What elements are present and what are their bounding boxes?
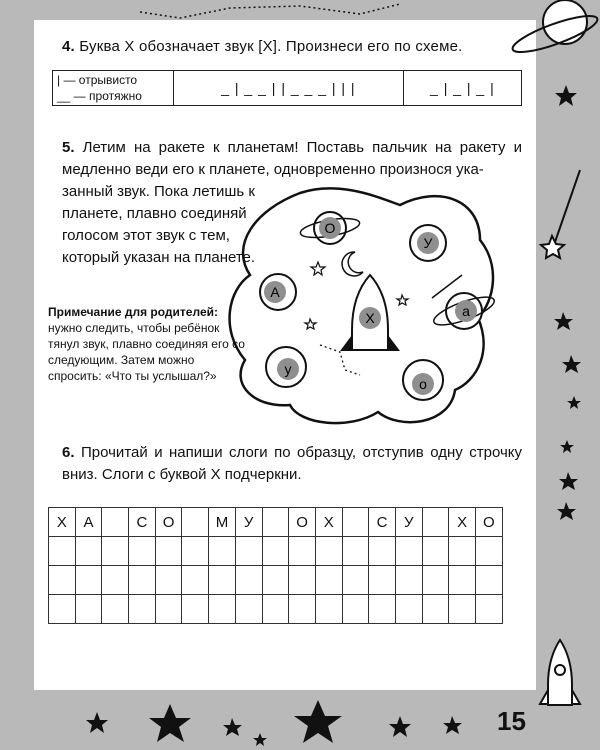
grid-cell: [476, 537, 503, 566]
grid-cell: [102, 595, 129, 624]
writing-grid: [48, 507, 503, 624]
grid-cell[interactable]: [422, 566, 449, 595]
grid-cell: [315, 595, 342, 624]
grid-cell: У: [395, 508, 422, 537]
grid-cell: [342, 595, 369, 624]
planet-letter: у: [284, 361, 292, 377]
grid-cell[interactable]: [395, 566, 422, 595]
grid-cell: [369, 537, 396, 566]
scheme-pattern-2: _ | _ | _ |: [403, 71, 521, 106]
grid-cell: [342, 537, 369, 566]
grid-row-write: [49, 566, 503, 595]
rocket-letter: Х: [365, 310, 375, 326]
grid-cell: О: [155, 508, 182, 537]
grid-cell: [235, 595, 262, 624]
parent-note-text: нужно следить, чтобы ребёнок тянул звук, плавно соединяя его со следующим. Затем можно спросить: «Что ты услышал?»: [48, 321, 245, 383]
grid-cell[interactable]: [155, 566, 182, 595]
grid-cell: [342, 508, 369, 537]
grid-cell: [129, 537, 156, 566]
grid-cell[interactable]: [342, 566, 369, 595]
grid-cell[interactable]: [369, 566, 396, 595]
grid-cell: [75, 595, 102, 624]
task-5-instruction-cont: занный звук. Пока летишь к планете, плавно соединяй голосом этот звук с тем, который указан на планете.: [62, 183, 256, 266]
grid-cell: [182, 537, 209, 566]
grid-cell: [422, 537, 449, 566]
planet-letter: О: [324, 220, 336, 236]
grid-cell: Х: [49, 508, 76, 537]
grid-cell: [395, 595, 422, 624]
scheme-pattern-1: _ | _ _ | | _ _ _ | | |: [174, 71, 404, 106]
grid-cell: [449, 537, 476, 566]
grid-cell: [262, 537, 289, 566]
grid-cell: [449, 595, 476, 624]
planet-letter: а: [462, 303, 470, 319]
grid-row-blank: [49, 595, 503, 624]
grid-cell: [49, 537, 76, 566]
grid-cell: [49, 595, 76, 624]
grid-cell: [395, 537, 422, 566]
grid-cell: [129, 595, 156, 624]
grid-cell: А: [75, 508, 102, 537]
scheme-legend: | — отрывисто __ — протяжно: [53, 71, 174, 106]
grid-cell: [315, 537, 342, 566]
grid-cell: [262, 508, 289, 537]
grid-cell: У: [235, 508, 262, 537]
planet-letter: У: [423, 235, 433, 251]
grid-cell: Х: [449, 508, 476, 537]
grid-cell: [182, 595, 209, 624]
grid-cell: С: [369, 508, 396, 537]
grid-row-blank: [49, 537, 503, 566]
grid-cell[interactable]: [209, 566, 236, 595]
parent-note: [48, 304, 248, 384]
grid-cell[interactable]: [315, 566, 342, 595]
grid-cell: Х: [315, 508, 342, 537]
grid-cell: [422, 508, 449, 537]
grid-cell: [102, 508, 129, 537]
grid-cell[interactable]: [129, 566, 156, 595]
task-6-instruction: 6. Прочитай и напиши слоги по образцу, отступив одну строчку вниз. Слоги с буквой Х подчеркни.: [62, 444, 523, 483]
planet-letter: о: [419, 376, 427, 392]
task-4-instruction: 4. Буква Х обозначает звук [Х]. Произнеси его по схеме.: [62, 38, 463, 55]
grid-cell[interactable]: [49, 566, 76, 595]
grid-cell: [289, 537, 316, 566]
task-5-instruction: 5. Летим на ракете к планетам! Поставь пальчик на ракету и медленно веди его к планете, одновременно произнося ука-: [62, 139, 522, 178]
grid-cell[interactable]: [262, 566, 289, 595]
grid-cell: [155, 537, 182, 566]
grid-cell: С: [129, 508, 156, 537]
grid-cell[interactable]: [449, 566, 476, 595]
grid-cell: [289, 595, 316, 624]
page-number: 15: [497, 706, 526, 736]
grid-cell: [369, 595, 396, 624]
grid-cell: [182, 508, 209, 537]
grid-row-sample: [49, 508, 503, 537]
grid-cell[interactable]: [476, 566, 503, 595]
grid-cell: [262, 595, 289, 624]
grid-cell: [235, 537, 262, 566]
parent-note-heading: Примечание для родителей:: [48, 305, 218, 319]
grid-cell: [422, 595, 449, 624]
grid-cell[interactable]: [235, 566, 262, 595]
grid-cell: [209, 595, 236, 624]
grid-cell[interactable]: [75, 566, 102, 595]
planet-letter: А: [270, 284, 280, 300]
grid-cell: О: [476, 508, 503, 537]
grid-cell[interactable]: [289, 566, 316, 595]
grid-cell: [155, 595, 182, 624]
grid-cell[interactable]: [182, 566, 209, 595]
grid-cell: [102, 537, 129, 566]
grid-cell: М: [209, 508, 236, 537]
grid-cell: [476, 595, 503, 624]
grid-cell[interactable]: [102, 566, 129, 595]
grid-cell: [209, 537, 236, 566]
grid-cell: О: [289, 508, 316, 537]
grid-cell: [75, 537, 102, 566]
